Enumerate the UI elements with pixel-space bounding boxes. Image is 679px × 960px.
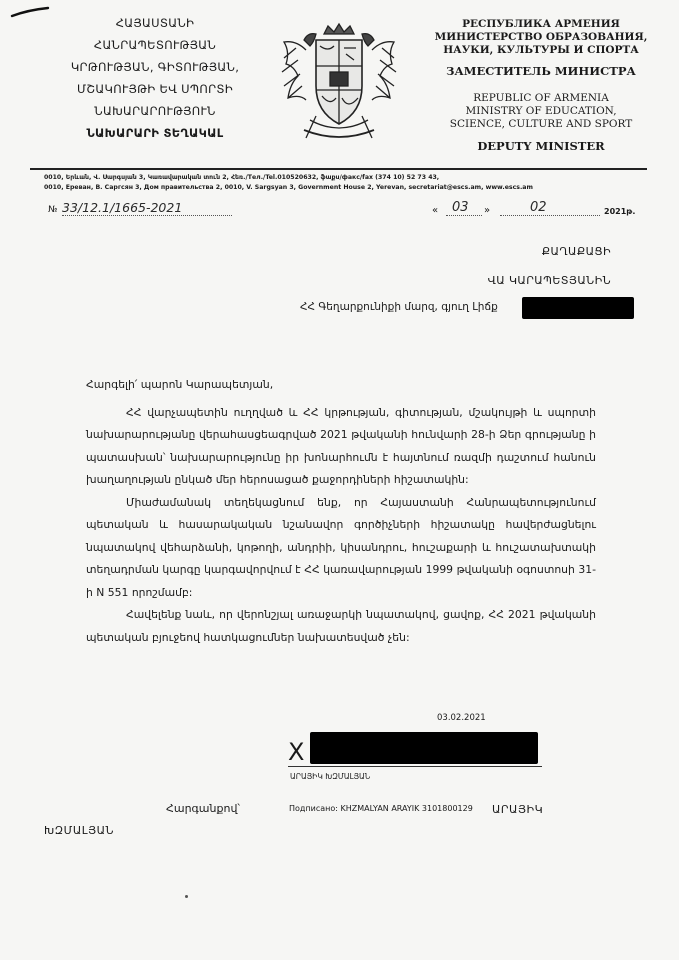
date-month: 02	[530, 200, 547, 215]
date-year: 2021թ.	[604, 207, 636, 216]
recipient-address: ՀՀ Գեղարքունիքի մարզ, գյուղ Լիճք	[300, 301, 498, 313]
body-paragraph: Միաժամանակ տեղեկացնում ենք, որ Հայաստանի Հանրապետությունում պետական և հասարակական նշանավոր գործիչների հիշատակը հավերժացնելու նպատակով վեհարձանի, կոթողի, անդրիի, կիսանդրու, հուշաքարի և հուշատախտակի տեղադրման կարգը կարգավորվում է ՀՀ կառավարության 1999 թվականի օգոստոսի 31-ի N 551 որոշմամբ:	[86, 495, 596, 599]
armenian-header-title: ՆԱԽԱՐԱՐԻ ՏԵՂԱԿԱԼ	[86, 126, 224, 140]
address-line-armenian: 0010, Երևան, Վ. Սարգսյան 3, Կառավարական տուն 2, Հեռ./Тел./Tel.010520632, ֆաքս/факс/fax (374 10) 52 73 43,	[44, 174, 440, 181]
armenian-header-line: ՀԱՆՐԱՊԵՏՈՒԹՅԱՆ	[93, 38, 217, 52]
english-header-line: REPUBLIC OF ARMENIA	[473, 92, 609, 104]
signature-x-mark: X	[288, 738, 305, 766]
russian-header-title: ЗАМЕСТИТЕЛЬ МИНИСТРА	[446, 64, 636, 78]
signature-line	[288, 766, 542, 767]
body-paragraph: ՀՀ վարչապետին ուղղված և ՀՀ կրթության, գիտության, մշակույթի և սպորտի նախարարությանը վերահասցեագրված 2021 թվականի հունվարի 28-ի Ձեր գրությանը ի պատասխան՝ նախարարությունը իր խոնարհումն է հայտնում ռազմի դաշտում հանուն խաղաղության ընկած մեր հերոսացած քաջորդիների հիշատակին:	[86, 405, 596, 486]
signer-name-small: ԱՐԱՅԻԿ ԽԶՄԱԼՅԱՆ	[290, 772, 371, 781]
date-day-underline	[446, 215, 482, 216]
salutation: Հարգելի՛ պարոն Կարապետյան,	[86, 378, 274, 391]
body-paragraph: Հավելենք նաև, որ վերոնշյալ առաջարկի նպատակով, ցավոք, ՀՀ 2021 թվականի պետական բյուջեով հատկացումներ նախատեսված չեն:	[86, 608, 596, 644]
english-header-line: MINISTRY OF EDUCATION,	[465, 105, 617, 117]
armenian-header-line: ՄՇԱԿՈՒՅԹԻ ԵՎ ՍՊՈՐՏԻ	[77, 82, 233, 96]
recipient-title: ՔԱՂԱՔԱՑԻ	[541, 245, 611, 258]
date-month-underline	[500, 215, 600, 216]
closing-regards: Հարգանքով՝	[166, 802, 241, 815]
stray-dot	[185, 895, 188, 898]
english-header-title: DEPUTY MINISTER	[477, 139, 605, 153]
date-day: 03	[452, 200, 469, 215]
armenian-ministry-header	[40, 12, 270, 144]
armenian-header-line: ՀԱՅԱՍՏԱՆԻ	[115, 16, 195, 30]
russian-header-line: МИНИСТЕРСТВО ОБРАЗОВАНИЯ,	[434, 31, 648, 43]
recipient-name: ՎԱ ԿԱՐԱՊԵՏՅԱՆԻՆ	[487, 274, 611, 287]
russian-header-line: РЕСПУБЛИКА АРМЕНИЯ	[462, 18, 620, 30]
signer-first-name: ԱՐԱՅԻԿ	[492, 803, 544, 816]
russian-header-line: НАУКИ, КУЛЬТУРЫ И СПОРТА	[443, 44, 639, 56]
reference-number: 33/12.1/1665-2021	[62, 200, 183, 215]
date-close-quote: »	[484, 205, 491, 216]
date-open-quote: «	[432, 205, 439, 216]
signer-last-name: ԽԶՄԱԼՅԱՆ	[44, 824, 115, 837]
english-header-line: SCIENCE, CULTURE AND SPORT	[449, 118, 633, 130]
coat-of-arms-icon	[276, 20, 402, 152]
armenian-header-line: ԿՐԹՈՒԹՅԱՆ, ԳԻՏՈՒԹՅԱՆ,	[70, 60, 240, 74]
address-line-russian-english: 0010, Ереван, В. Саргсян 3, Дом правительства 2, 0010, V. Sargsyan 3, Government House 2, Yerevan, secretariat@escs.am, www.escs.am	[44, 184, 533, 191]
russian-english-ministry-header	[428, 18, 654, 167]
signed-by-line: Подписано: KHZMALYAN ARAYIK 3101800129	[289, 804, 473, 813]
reference-no-label: №	[48, 205, 58, 215]
signature-redaction	[310, 732, 538, 764]
letter-body	[86, 374, 596, 649]
header-divider	[30, 168, 647, 170]
reference-number-underline	[62, 215, 232, 216]
signature-date: 03.02.2021	[437, 713, 486, 723]
armenian-header-line: ՆԱԽԱՐԱՐՈՒԹՅՈՒՆ	[94, 104, 216, 118]
redaction-bar	[522, 297, 634, 319]
